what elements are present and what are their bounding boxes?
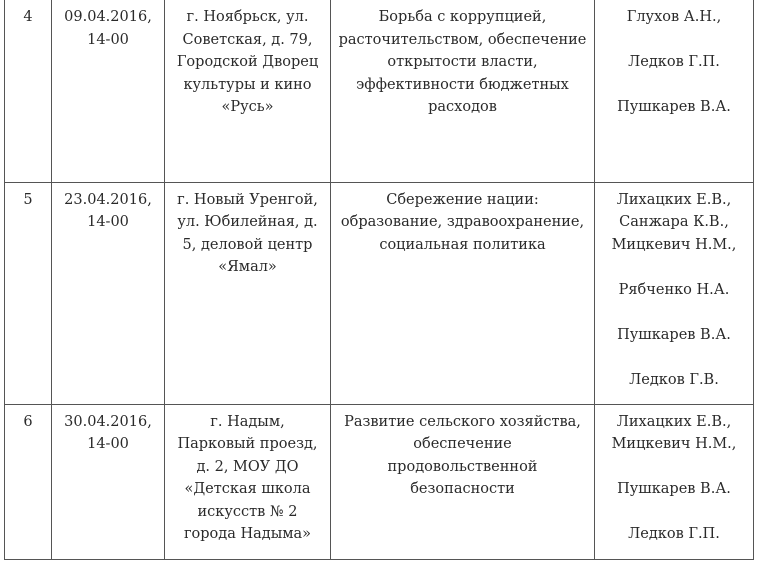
topic-line: Развитие сельского хозяйства,	[344, 413, 581, 430]
topic-line: Борьба с коррупцией,	[378, 9, 547, 25]
table-row	[5, 182, 754, 404]
place-line: г. Новый Уренгой,	[177, 191, 318, 208]
place-cell	[165, 182, 331, 404]
place-cell	[165, 0, 331, 182]
date-line: 09.04.2016,	[64, 9, 152, 25]
date-cell	[52, 0, 165, 182]
place-line: д. 2, МОУ ДО	[196, 458, 299, 475]
place-line: города Надыма»	[183, 526, 312, 542]
topic-line: расходов	[428, 99, 497, 115]
place-line: «Детская школа	[184, 481, 311, 497]
topic-cell	[331, 404, 595, 559]
responsible-cell	[595, 404, 754, 559]
responsible-person: Глухов А.Н.,	[626, 9, 722, 25]
topic-cell	[331, 182, 595, 404]
date-cell	[52, 182, 165, 404]
place-line: г. Надым,	[210, 413, 285, 430]
row-number: 4	[23, 9, 33, 25]
responsible-person: Мицкевич Н.М.,	[611, 436, 737, 452]
responsible-spacer	[599, 256, 749, 279]
topic-cell	[331, 0, 595, 182]
place-line: культуры и кино	[183, 76, 312, 93]
responsible-person: Пушкарев В.А.	[617, 99, 731, 115]
date-line: 14-00	[87, 436, 129, 452]
responsible-spacer	[599, 74, 749, 97]
date-cell	[52, 404, 165, 559]
responsible-person: Пушкарев В.А.	[617, 481, 731, 497]
responsible-spacer	[599, 301, 749, 324]
responsible-cell	[595, 0, 754, 182]
row-number-cell	[5, 182, 52, 404]
responsible-spacer	[599, 346, 749, 369]
responsible-person: Ледков Г.В.	[629, 371, 719, 388]
schedule-table	[4, 0, 754, 560]
place-line: искусств № 2	[197, 503, 298, 520]
place-line: Городской Дворец	[176, 54, 319, 70]
responsible-person: Пушкарев В.А.	[617, 326, 731, 343]
responsible-cell	[595, 182, 754, 404]
responsible-person: Лихацких Е.В.,	[616, 191, 732, 208]
responsible-person: Санжара К.В.,	[619, 214, 729, 230]
topic-line: безопасности	[410, 481, 515, 497]
place-line: 5, деловой центр	[182, 236, 313, 253]
schedule-table-body	[5, 0, 754, 559]
row-number: 6	[23, 413, 33, 430]
row-number-cell	[5, 0, 52, 182]
table-row	[5, 0, 754, 182]
responsible-spacer	[599, 501, 749, 524]
responsible-person: Мицкевич Н.М.,	[611, 236, 737, 253]
responsible-person: Ледков Г.П.	[628, 526, 720, 542]
place-line: Советская, д. 79,	[182, 31, 313, 48]
topic-line: открытости власти,	[387, 54, 538, 70]
row-number-cell	[5, 404, 52, 559]
responsible-list	[599, 405, 749, 546]
topic-line: расточительством, обеспечение	[338, 31, 587, 48]
place-line: «Ямал»	[218, 259, 277, 275]
topic-line: социальная политика	[379, 236, 546, 253]
responsible-person: Рябченко Н.А.	[618, 281, 730, 298]
topic-line: продовольственной	[387, 458, 538, 475]
date-line: 30.04.2016,	[64, 413, 152, 430]
place-line: ул. Юбилейная, д.	[177, 214, 318, 230]
date-line: 23.04.2016,	[64, 191, 152, 208]
date-line: 14-00	[87, 31, 129, 48]
responsible-person: Ледков Г.П.	[628, 54, 720, 70]
responsible-list	[599, 0, 749, 119]
topic-line: эффективности бюджетных	[356, 76, 569, 93]
place-cell	[165, 404, 331, 559]
responsible-spacer	[599, 29, 749, 52]
responsible-spacer	[599, 456, 749, 479]
place-line: г. Ноябрьск, ул.	[186, 9, 309, 25]
place-line: Парковый проезд,	[177, 436, 318, 452]
topic-line: обеспечение	[413, 436, 512, 452]
topic-line: Сбережение нации:	[386, 191, 539, 208]
place-line: «Русь»	[221, 99, 274, 115]
table-row	[5, 404, 754, 559]
responsible-list	[599, 183, 749, 392]
date-line: 14-00	[87, 214, 129, 230]
topic-line: образование, здравоохранение,	[340, 214, 585, 230]
row-number: 5	[23, 191, 33, 208]
responsible-person: Лихацких Е.В.,	[616, 413, 732, 430]
